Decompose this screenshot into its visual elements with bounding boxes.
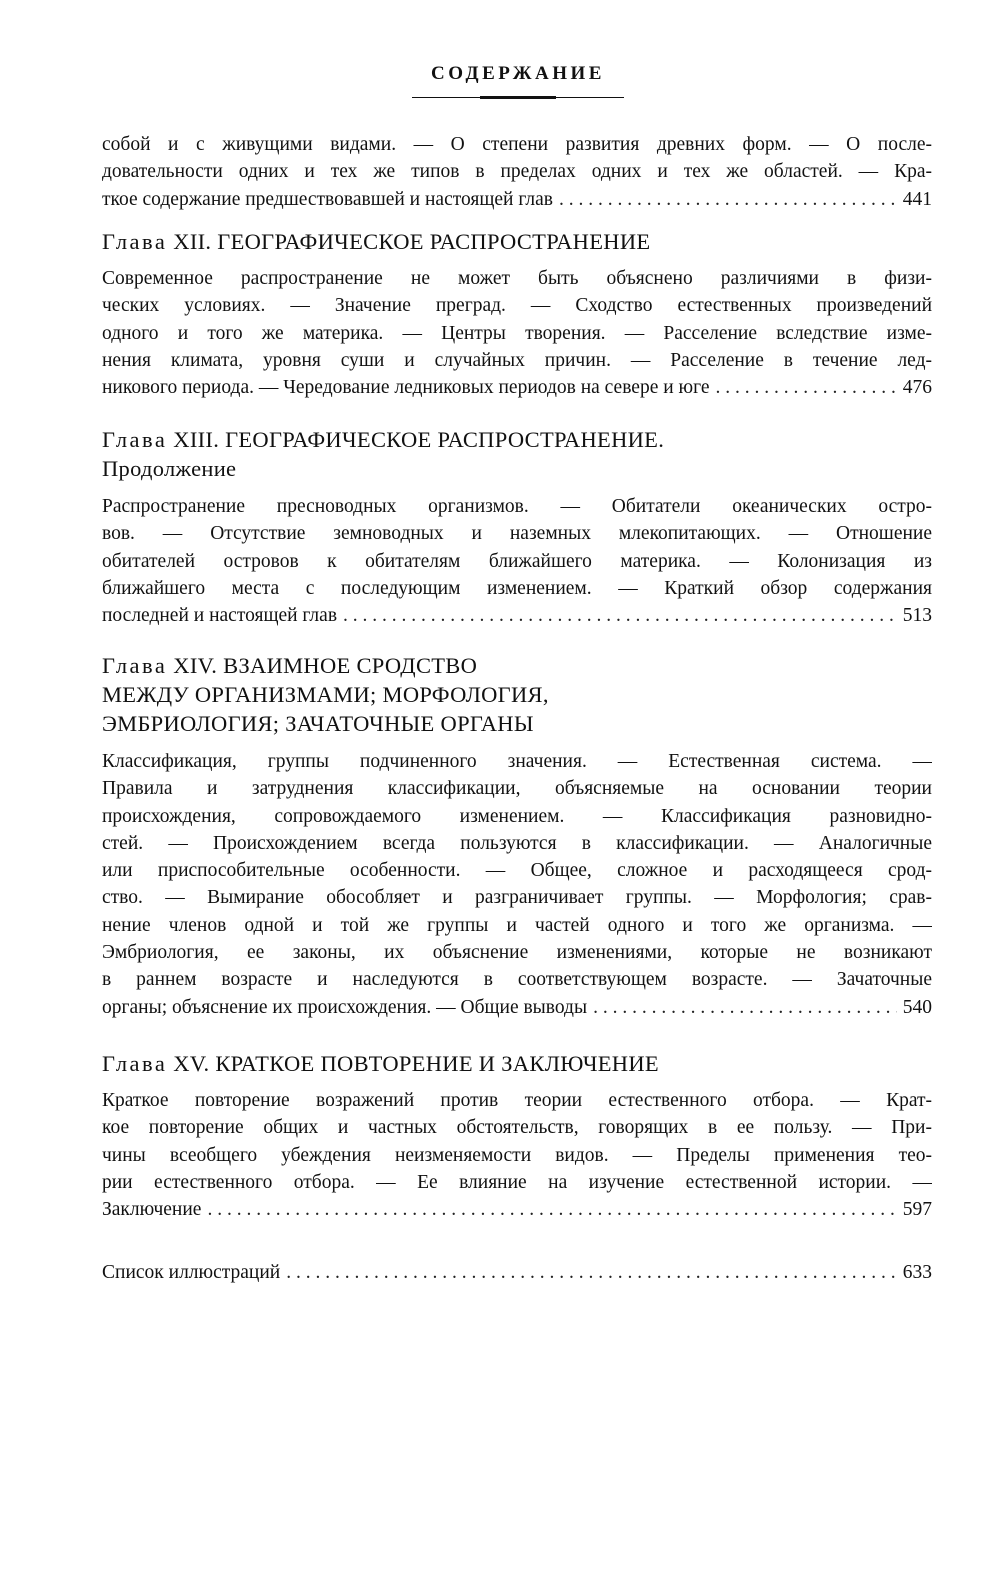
- dot-leader: [559, 186, 897, 213]
- entry-line: рии естественного отбора. — Ее влияние на изучение естественной истории. —: [102, 1171, 932, 1193]
- continuation-entry: [102, 131, 932, 213]
- entry-last-line: последней и настоящей глав: [102, 605, 338, 627]
- dot-leader: [207, 1196, 896, 1223]
- chapter-summary: [102, 1087, 932, 1223]
- chapter-heading[interactable]: [102, 425, 932, 483]
- entry-line: Классификация, группы подчиненного значения. — Естественная система. —: [102, 751, 932, 772]
- entry-last-line: Заключение: [102, 1199, 202, 1221]
- entry-line: происхождения, сопровождаемого изменением. — Классификация разновидно-: [102, 805, 932, 827]
- chapter-summary: [102, 265, 932, 401]
- chapter-label: Глава: [102, 229, 168, 254]
- page-number: 441: [902, 188, 932, 210]
- chapter-heading[interactable]: [102, 651, 932, 738]
- dot-leader: [286, 1259, 897, 1286]
- chapter-label: Глава: [102, 1051, 168, 1076]
- chapter-heading[interactable]: [102, 1049, 932, 1078]
- running-header: [412, 62, 624, 102]
- entry-line: Распространение пресноводных организмов. — Обитатели океанических остро-: [102, 496, 932, 517]
- header-title: СОДЕРЖАНИЕ: [431, 63, 605, 84]
- illustrations-label: Список иллюстраций: [102, 1262, 281, 1283]
- chapter-heading[interactable]: [102, 227, 932, 256]
- entry-last-line: никового периода. — Чередование ледниковых периодов на севере и юге: [102, 377, 710, 399]
- chapter-xiii: [102, 425, 932, 629]
- chapter-label: Глава: [102, 653, 168, 678]
- entry-line: ство. — Вымирание обособляет и разграничивает группы. — Морфология; срав-: [102, 887, 932, 909]
- page-number: 633: [902, 1262, 932, 1283]
- entry-last-line: ткое содержание предшествовавшей и настоящей глав: [102, 188, 553, 210]
- dot-leader: [716, 374, 897, 401]
- entry-line: довательности одних и тех же типов в пределах одних и тех же областей. — Кра-: [102, 161, 932, 183]
- entry-leader-line[interactable]: [102, 374, 932, 401]
- chapter-xii: [102, 227, 932, 401]
- entry-line: кое повторение общих и частных обстоятельств, говорящих в ее пользу. — При-: [102, 1117, 932, 1139]
- entry-leader-line[interactable]: [102, 1259, 932, 1286]
- chapter-xiv: [102, 651, 932, 1021]
- entry-line: Краткое повторение возражений против теории естественного отбора. — Крат-: [102, 1090, 932, 1111]
- chapter-title-line: XIII. ГЕОГРАФИЧЕСКОЕ РАСПРОСТРАНЕНИЕ.: [173, 427, 665, 452]
- page-number: 513: [902, 605, 932, 627]
- dot-leader: [593, 994, 897, 1021]
- entry-line: ческих условиях. — Значение преград. — Сходство естественных произведений: [102, 295, 932, 317]
- chapter-label: Глава: [102, 427, 168, 452]
- entry-line: в раннем возрасте и наследуются в соответствующем возрасте. — Зачаточные: [102, 969, 932, 991]
- dot-leader: [343, 602, 897, 629]
- entry-line: чины всеобщего убеждения неизменяемости видов. — Пределы применения тео-: [102, 1144, 932, 1166]
- entry-line: Современное распространение не может быть объяснено различиями в физи-: [102, 268, 932, 289]
- entry-line: нения климата, уровня суши и случайных причин. — Расселение в течение лед-: [102, 349, 932, 371]
- chapter-title-line: XIV. ВЗАИМНОЕ СРОДСТВО: [173, 653, 478, 678]
- entry-line: ближайшего места с последующим изменением. — Краткий обзор содержания: [102, 577, 932, 599]
- entry-line: собой и с живущими видами. — О степени развития древних форм. — О после-: [102, 134, 932, 155]
- page-number: 540: [902, 996, 932, 1018]
- header-rule: [412, 94, 624, 102]
- entry-leader-line[interactable]: [102, 994, 932, 1021]
- chapter-title-line: XV. КРАТКОЕ ПОВТОРЕНИЕ И ЗАКЛЮЧЕНИЕ: [173, 1051, 659, 1076]
- entry-line: одного и того же материка. — Центры творения. — Расселение вследствие изме-: [102, 322, 932, 344]
- entry-line: или приспособительные особенности. — Общее, сложное и расходящееся срод-: [102, 860, 932, 882]
- entry-line: стей. — Происхождением всегда пользуются в классификации. — Аналогичные: [102, 832, 932, 854]
- chapter-title-line: ЭМБРИОЛОГИЯ; ЗАЧАТОЧНЫЕ ОРГАНЫ: [102, 711, 534, 736]
- entry-line: обитателей островов к обитателям ближайшего материка. — Колонизация из: [102, 550, 932, 572]
- chapter-xv: [102, 1049, 932, 1223]
- entry-leader-line[interactable]: [102, 1196, 932, 1223]
- entry-line: нение членов одной и той же группы и частей одного и того же организма. —: [102, 914, 932, 936]
- entry-last-line: органы; объяснение их происхождения. — Общие выводы: [102, 996, 588, 1018]
- chapter-title-line: XII. ГЕОГРАФИЧЕСКОЕ РАСПРОСТРАНЕНИЕ: [173, 229, 651, 254]
- chapter-summary: [102, 493, 932, 629]
- chapter-title-line: Продолжение: [102, 456, 237, 481]
- entry-line: Правила и затруднения классификации, объясняемые на основании теории: [102, 778, 932, 800]
- page-number: 597: [902, 1199, 932, 1221]
- entry-line: Эмбриология, ее законы, их объяснение изменениями, которые не возникают: [102, 942, 932, 964]
- entry-line: вов. — Отсутствие земноводных и наземных млекопитающих. — Отношение: [102, 523, 932, 545]
- chapter-title-line: МЕЖДУ ОРГАНИЗМАМИ; МОРФОЛОГИЯ,: [102, 682, 549, 707]
- illustrations-entry: [102, 1259, 932, 1286]
- entry-leader-line[interactable]: [102, 602, 932, 629]
- page-number: 476: [902, 377, 932, 399]
- chapter-summary: [102, 748, 932, 1021]
- entry-leader-line[interactable]: [102, 186, 932, 213]
